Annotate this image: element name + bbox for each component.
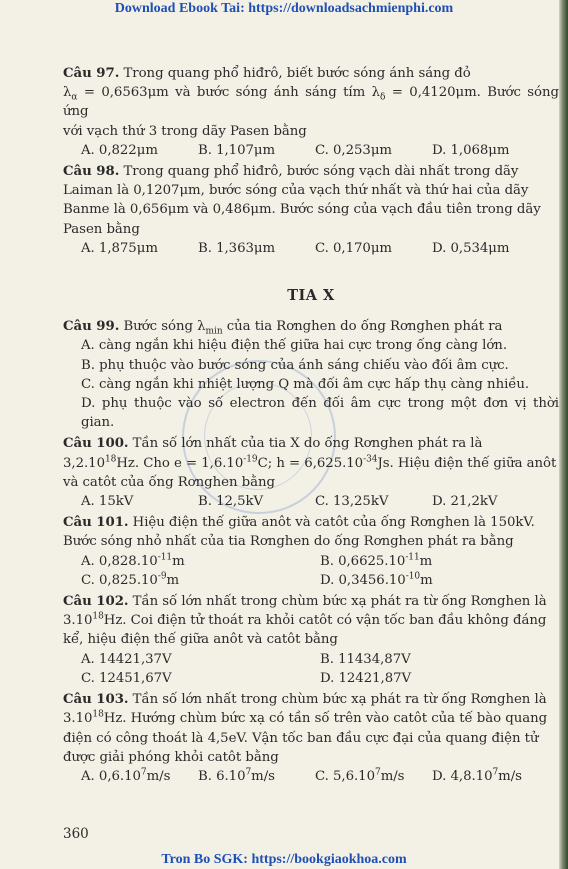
option-b: B. 11434,87V	[320, 651, 411, 667]
options-grid	[63, 650, 559, 688]
option-b: B. 1,107μm	[198, 142, 276, 158]
question-98	[63, 162, 559, 258]
option-c: C. 0,170μm	[315, 240, 392, 256]
question-label: Câu 102.	[63, 594, 129, 610]
option-c: C. 0,253μm	[315, 142, 392, 158]
question-97	[63, 64, 559, 160]
option-a: A. 0,6.10$^7$m/s	[81, 767, 171, 784]
option-a: A. 1,875μm	[81, 240, 158, 256]
page-number: 360	[63, 826, 89, 842]
question-text: được giải phóng khỏi catôt bằng	[63, 749, 279, 765]
option-c: C. càng ngắn khi nhiệt lượng Q mà đối âm cực hấp thụ càng nhiều.	[81, 376, 530, 392]
option-a: A. 14421,37V	[81, 651, 172, 667]
question-text: Tần số lớn nhất trong chùm bức xạ phát ra từ ống Rơnghen là	[132, 692, 547, 708]
option-c: C. 12451,67V	[81, 670, 172, 686]
question-text: Tần số lớn nhất trong chùm bức xạ phát ra từ ống Rơnghen là	[132, 594, 547, 610]
option-d: D. phụ thuộc vào số electron đến đối âm cực trong một đơn vị thời gian.	[81, 396, 559, 431]
question-text: $\lambda_\alpha = 0,6563\mu m$ và bước sóng ánh sáng tím $\lambda_\delta = 0,4120\mu m$. Bước sóng ứng	[63, 85, 559, 120]
question-text: Bước sóng $\lambda_{min}$ của tia Rơnghen do ống Rơnghen phát ra	[123, 319, 503, 337]
option-b: B. $0,6625.10^{-11}m$	[320, 552, 433, 569]
question-label: Câu 99.	[63, 319, 120, 335]
options-row	[63, 141, 559, 160]
question-text: 3.10$^{18}$Hz. Hướng chùm bức xạ có tần số trên vào catôt của tế bào quang	[63, 709, 548, 727]
option-c: C. 5,6.10$^7$m/s	[315, 767, 405, 784]
option-d: D. $0,3456.10^{-10}m$	[320, 571, 433, 588]
question-text: kể, hiệu điện thế giữa anôt và catôt bằng	[63, 632, 338, 648]
question-text: Laiman là 0,1207μm, bước sóng của vạch thứ nhất và thứ hai của dãy	[63, 183, 529, 199]
question-text: Bước sóng nhỏ nhất của tia Rơnghen do ống Rơnghen phát ra bằng	[63, 534, 514, 550]
question-text: với vạch thứ 3 trong dãy Pasen bằng	[63, 123, 307, 139]
option-a: A. 15kV	[81, 494, 134, 510]
section-title: TIA X	[287, 287, 335, 305]
option-d: D. 4,8.10$^7$m/s	[432, 767, 522, 784]
option-d: D. 12421,87V	[320, 670, 412, 686]
option-a: A. 0,822μm	[81, 142, 158, 158]
question-label: Câu 101.	[63, 515, 129, 531]
option-a: A. $0,828.10^{-11}m$	[81, 552, 185, 569]
question-99	[63, 317, 559, 432]
question-label: Câu 100.	[63, 436, 129, 452]
page-content	[63, 62, 559, 786]
question-103	[63, 690, 559, 786]
option-b: B. 12,5kV	[198, 494, 264, 510]
question-101	[63, 513, 559, 590]
question-102	[63, 592, 559, 688]
question-text: Trong quang phổ hiđrô, biết bước sóng ánh sáng đỏ	[123, 66, 471, 81]
question-text: 3.10$^{18}$Hz. Coi điện tử thoát ra khỏi catôt có vận tốc ban đầu không đáng	[63, 611, 547, 629]
option-b: B. 6.10$^7$m/s	[198, 767, 275, 784]
question-text: Trong quang phổ hiđrô, bước sóng vạch dài nhất trong dãy	[123, 164, 519, 180]
question-label: Câu 103.	[63, 692, 129, 708]
question-label: Câu 97.	[63, 66, 120, 81]
question-text: và catôt của ống Rơnghen bằng	[63, 474, 275, 490]
option-c: C. 13,25kV	[315, 494, 389, 510]
options-row	[63, 239, 559, 258]
question-label: Câu 98.	[63, 164, 120, 180]
options-grid	[63, 552, 559, 590]
question-text: Pasen bằng	[63, 221, 140, 237]
question-text: 3,2.10$^{18}$Hz. Cho $e = 1,6.10^{-19}C$; $h = 6,625.10^{-34}Js$. Hiệu điện thế giữa anôt	[63, 454, 557, 471]
question-text: Tần số lớn nhất của tia X do ống Rơnghen phát ra là	[132, 436, 483, 452]
question-text: Banme là 0,656μm và 0,486μm. Bước sóng của vạch đầu tiên trong dãy	[63, 202, 541, 218]
question-text: điện có công thoát là 4,5eV. Vận tốc ban đầu cực đại của quang điện tử	[63, 730, 539, 746]
option-c: C. $0,825.10^{-9}m$	[81, 571, 180, 588]
question-100	[63, 434, 559, 511]
options-row	[63, 767, 559, 786]
page-edge-shadow	[559, 0, 568, 869]
option-d: D. 21,2kV	[432, 494, 498, 510]
option-a: A. càng ngắn khi hiệu điện thế giữa hai cực trong ống càng lớn.	[81, 338, 508, 354]
options-row	[63, 492, 559, 511]
option-d: D. 0,534μm	[432, 240, 510, 256]
download-banner[interactable]: Download Ebook Tai: https://downloadsachmienphi.com	[114, 1, 454, 16]
option-b: B. phụ thuộc vào bước sóng của ánh sáng chiếu vào đối âm cực.	[81, 357, 509, 373]
option-b: B. 1,363μm	[198, 240, 276, 256]
question-text: Hiệu điện thế giữa anôt và catôt của ống Rơnghen là 150kV.	[132, 515, 535, 531]
option-d: D. 1,068μm	[432, 142, 510, 158]
sgk-banner[interactable]: Tron Bo SGK: https://bookgiaokhoa.com	[161, 852, 407, 867]
